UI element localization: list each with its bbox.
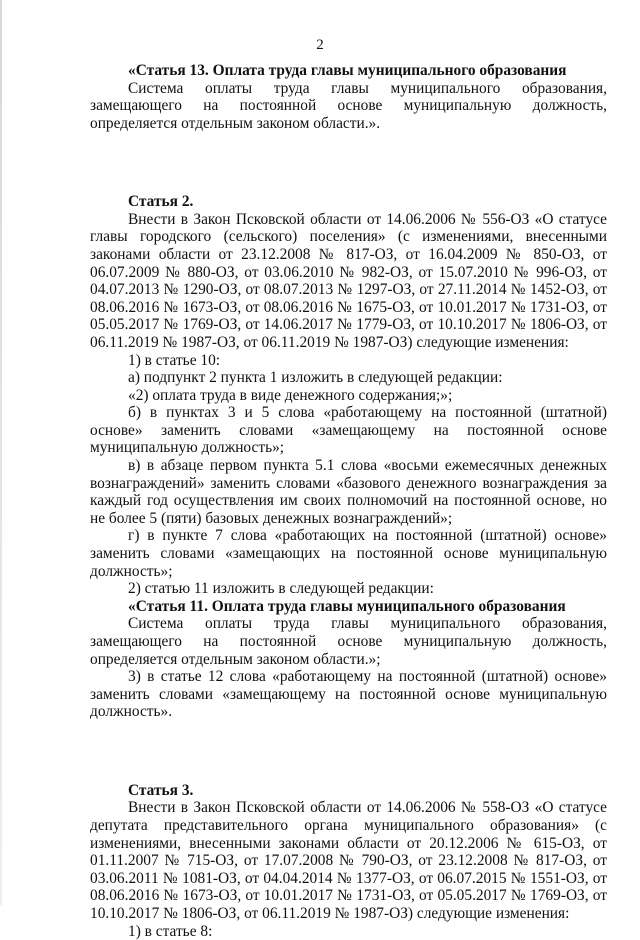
article-heading: Статья 2.	[90, 193, 607, 211]
article-heading: «Статья 13. Оплата труда главы муниципального образования	[90, 62, 607, 80]
paragraph: г) в пункте 7 слова «работающих на постоянной (штатной) основе» заменить словами «замещающих на постоянной основе муниципальную должность»;	[90, 527, 607, 580]
paragraph: 3) в статье 12 слова «работающему на постоянной (штатной) основе» заменить словами «замещающему на постоянной основе муниципальную должность».	[90, 668, 607, 721]
paragraph: Система оплаты труда главы муниципального образования, замещающего на постоянной основе муниципальную должность, определяется отдельным законом области.»;	[90, 615, 607, 668]
paragraph: Внести в Закон Псковской области от 14.06.2006 № 556-ОЗ «О статусе главы городского (сельского) поселения» (с изменениями, внесенными законами области от 23.12.2008 № 817-ОЗ, от 16.04.2009 № 850-ОЗ, от 06.07.2009 № 880-ОЗ, от 03.06.2010 № 982-ОЗ, от 15.07.2010 № 996-ОЗ, от 04.07.2013 № 1290-ОЗ, от 08.07.2013 № 1297-ОЗ, от 27.11.2014 № 1452-ОЗ, от 08.06.2016 № 1673-ОЗ, от 08.06.2016 № 1675-ОЗ, от 10.01.2017 № 1731-ОЗ, от 05.05.2017 № 1769-ОЗ, от 14.06.2017 № 1779-ОЗ, от 10.10.2017 № 1806-ОЗ, от 06.11.2019 № 1987-ОЗ, от 06.11.2019 № 1987-ОЗ) следующие изменения:	[90, 211, 607, 352]
paragraph: 2) статью 11 изложить в следующей редакции:	[90, 580, 607, 598]
paragraph: б) в пунктах 3 и 5 слова «работающему на постоянной (штатной) основе» заменить словами «замещающему на постоянной основе муниципальную должность»;	[90, 404, 607, 457]
paragraph-spacer	[90, 736, 607, 766]
paragraph: 1) в статье 10:	[90, 352, 607, 370]
scan-edge	[0, 0, 2, 905]
paragraph: а) подпункт 2 пункта 1 изложить в следующей редакции:	[90, 369, 607, 387]
article-heading: «Статья 11. Оплата труда главы муниципального образования	[90, 598, 607, 616]
document-body	[90, 62, 607, 940]
paragraph: Внести в Закон Псковской области от 14.06.2006 № 558-ОЗ «О статусе депутата представительного органа муниципального образования» (с изменениями, внесенными законами области от 20.12.2006 № 615-ОЗ, от 01.11.2007 № 715-ОЗ, от 17.07.2008 № 790-ОЗ, от 23.12.2008 № 817-ОЗ, от 03.06.2011 № 1081-ОЗ, от 04.04.2014 № 1377-ОЗ, от 06.07.2015 № 1551-ОЗ, от 08.06.2016 № 1673-ОЗ, от 10.01.2017 № 1731-ОЗ, от 05.05.2017 № 1769-ОЗ, от 10.10.2017 № 1806-ОЗ, от 06.11.2019 № 1987-ОЗ) следующие изменения:	[90, 799, 607, 922]
page-number: 2	[0, 36, 640, 54]
paragraph: в) в абзаце первом пункта 5.1 слова «восьми ежемесячных денежных вознаграждений» заменить словами «базового денежного вознаграждения за каждый год осуществления им своих полномочий на постоянной основе, но не более 5 (пяти) базовых денежных вознаграждений»;	[90, 457, 607, 527]
paragraph-spacer	[90, 148, 607, 178]
article-heading: Статья 3.	[90, 782, 607, 800]
paragraph: «2) оплата труда в виде денежного содержания;»;	[90, 387, 607, 405]
paragraph: 1) в статье 8:	[90, 923, 607, 940]
paragraph: Система оплаты труда главы муниципального образования, замещающего на постоянной основе муниципальную должность, определяется отдельным законом области.».	[90, 80, 607, 133]
